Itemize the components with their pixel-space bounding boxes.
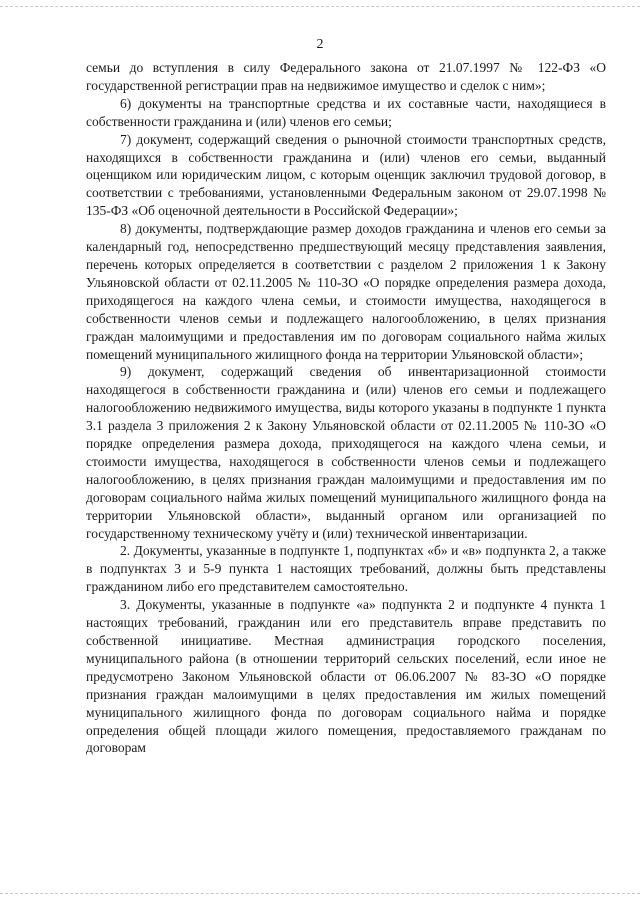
paragraph-continuation: семьи до вступления в силу Федерального закона от 21.07.1997 № 122-ФЗ «О государственной регистрации прав на недвижимое имущество и сделок с ним»;: [86, 60, 606, 93]
paragraph-item-6: 6) документы на транспортные средства и их составные части, находящиеся в собственности гражданина и (или) членов его семьи;: [86, 95, 606, 129]
page-number: 2: [316, 37, 324, 52]
paragraph-clause-2: 2. Документы, указанные в подпункте 1, подпунктах «б» и «в» подпункта 2, а также в подпунктах 3 и 5-9 пункта 1 настоящих требований, должны быть представлены гражданином либо его представителем самостоятельно.: [86, 543, 606, 595]
scan-edge-bottom: [0, 893, 640, 897]
paragraph-clause-3: 3. Документы, указанные в подпункте «а» подпункта 2 и подпункте 4 пункта 1 настоящих требований, гражданин или его представитель вправе представить по собственной инициативе. Местная администрация городского поселения, муниципального района (в отношении территорий сельских поселений, если иное не предусмотрено Законом Ульяновской области от 06.06.2007 № 83-ЗО «О порядке признания граждан малоимущими в целях предоставления им жилых помещений муниципального жилищного фонда по договорам социального найма и порядке определения общей площади жилого помещения, предоставляемого гражданам по договорам: [86, 597, 606, 756]
paragraph-item-8: 8) документы, подтверждающие размер доходов гражданина и членов его семьи за календарный год, непосредственно предшествующий месяцу представления заявления, перечень которых определяется в соответствии с разделом 2 приложения 1 к Закону Ульяновской области от 02.11.2005 № 110-ЗО «О порядке определения размера дохода, приходящегося на каждого члена семьи, и стоимости имущества, находящегося в собственности членов семьи и подлежащего налогообложению, в целях признания граждан малоимущими и предоставления им по договорам социального найма жилых помещений муниципального жилищного фонда на территории Ульяновской области»;: [86, 221, 606, 362]
document-body: [86, 59, 606, 757]
paragraph-item-7: 7) документ, содержащий сведения о рыночной стоимости транспортных средств, находящихся в собственности гражданина и (или) членов его семьи, выданный оценщиком или юридическим лицом, с которым оценщик заключил трудовой договор, в соответствии с требованиями, установленными Федеральным законом от 29.07.1998 № 135-ФЗ «Об оценочной деятельности в Российской Федерации»;: [86, 131, 606, 219]
paragraph-item-9: 9) документ, содержащий сведения об инвентаризационной стоимости находящегося в собственности гражданина и (или) членов его семьи и подлежащего налогообложению недвижимого имущества, виды которого указаны в подпункте 1 пункта 3.1 раздела 3 приложения 2 к Закону Ульяновской области от 02.11.2005 № 110-ЗО «О порядке определения размера дохода, приходящегося на каждого члена семьи, и стоимости имущества, находящегося в собственности членов семьи и подлежащего налогообложению, в целях признания граждан малоимущими и предоставления им по договорам социального найма жилых помещений муниципального жилищного фонда на территории Ульяновской области», выданный органом или организацией по государственному техническому учёту и (или) технической инвентаризации.: [86, 364, 606, 541]
scan-edge-top: [0, 6, 640, 10]
